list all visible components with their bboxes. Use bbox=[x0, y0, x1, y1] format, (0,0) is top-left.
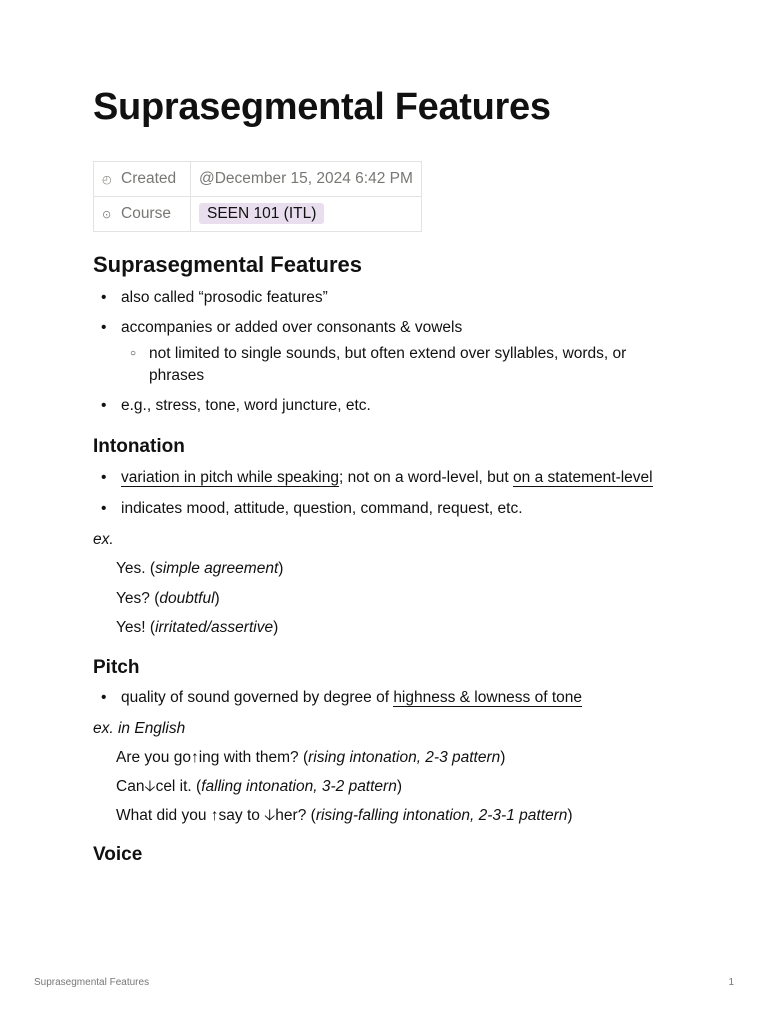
property-row-created bbox=[94, 162, 422, 197]
property-name-created: ◴ Created bbox=[94, 162, 191, 197]
bullet-list bbox=[93, 687, 673, 709]
bullet-list bbox=[93, 467, 673, 520]
heading-suprasegmental: Suprasegmental Features bbox=[93, 252, 362, 277]
heading-pitch: Pitch bbox=[93, 657, 140, 678]
heading-intonation: Intonation bbox=[93, 436, 185, 457]
example-line: Yes. (simple agreement) bbox=[116, 560, 284, 577]
heading-voice: Voice bbox=[93, 844, 143, 865]
example-line: Yes? (doubtful) bbox=[116, 590, 220, 607]
list-item: • e.g., stress, tone, word juncture, etc. bbox=[93, 395, 673, 417]
page-footer bbox=[34, 977, 734, 988]
sub-list-item: ○ not limited to single sounds, but often extend over syllables, words, or phrases bbox=[121, 343, 673, 387]
example-label: ex. bbox=[93, 531, 114, 548]
footer-title: Suprasegmental Features bbox=[34, 977, 150, 988]
page-content bbox=[93, 250, 673, 870]
property-value-course[interactable] bbox=[191, 197, 422, 232]
property-row-course bbox=[94, 197, 422, 232]
list-item: • accompanies or added over consonants & vowels ○ not limited to single sounds, but often extend over syllables, words, or phrases bbox=[93, 317, 673, 387]
property-name-course: ⊙ Course bbox=[94, 197, 191, 232]
list-item: • quality of sound governed by degree of highness & lowness of tone bbox=[93, 687, 673, 709]
page-title: Suprasegmental Features bbox=[93, 86, 551, 128]
list-item: • indicates mood, attitude, question, command, request, etc. bbox=[93, 498, 673, 520]
sub-list bbox=[121, 343, 673, 387]
page-number: 1 bbox=[728, 977, 734, 988]
course-tag[interactable]: SEEN 101 (ITL) bbox=[199, 203, 324, 224]
example-line: Can🡣cel it. (falling intonation, 3-2 pattern) bbox=[116, 778, 402, 795]
example-line: What did you ↑say to 🡣her? (rising-falling intonation, 2-3-1 pattern) bbox=[116, 807, 573, 824]
list-item: • variation in pitch while speaking; not on a word-level, but on a statement-level bbox=[93, 467, 673, 489]
properties-table bbox=[93, 161, 422, 232]
property-value-created: @December 15, 2024 6:42 PM bbox=[191, 162, 422, 197]
list-item: • also called “prosodic features” bbox=[93, 287, 673, 309]
example-line: Are you go↑ing with them? (rising intonation, 2-3 pattern) bbox=[116, 749, 506, 766]
bullet-list bbox=[93, 287, 673, 417]
example-label: ex. in English bbox=[93, 720, 186, 737]
dropdown-icon: ⊙ bbox=[102, 209, 112, 221]
clock-icon: ◴ bbox=[102, 174, 112, 186]
example-line: Yes! (irritated/assertive) bbox=[116, 619, 279, 636]
